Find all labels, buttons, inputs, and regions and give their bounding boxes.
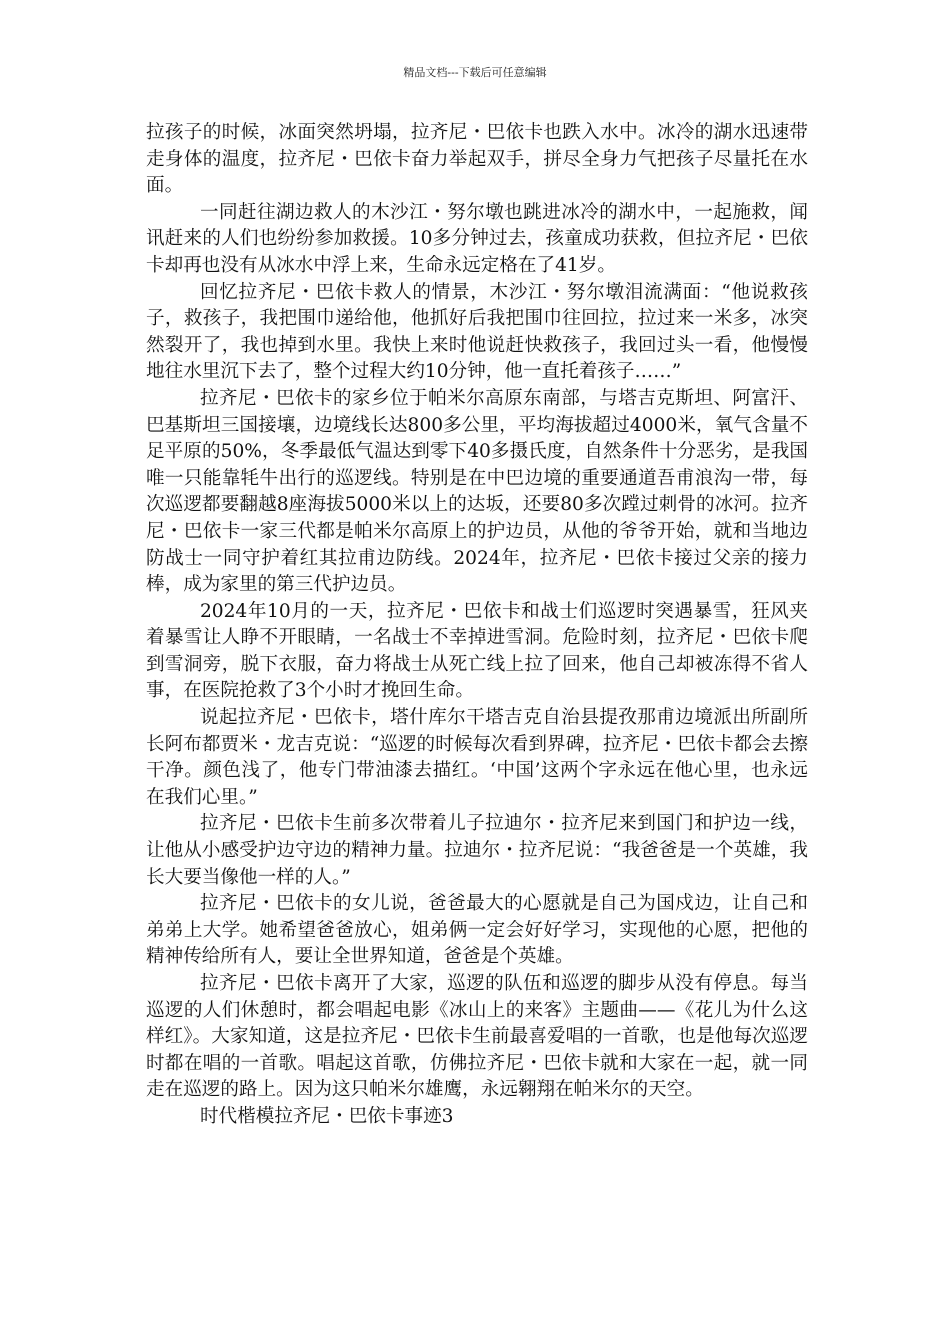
page-header: 精品文档---下载后可任意编辑 <box>403 66 547 79</box>
paragraph-continued: 拉孩子的时候，冰面突然坍塌，拉齐尼・巴依卡也跌入水中。冰冷的湖水迅速带走身体的温度，拉齐尼・巴依卡奋力举起双手，拼尽全身力气把孩子尽量托在水面。 <box>146 122 808 197</box>
paragraph: 2024年10月的一天，拉齐尼・巴依卡和战士们巡逻时突遇暴雪，狂风夹着暴雪让人睁不开眼睛，一名战士不幸掉进雪洞。危险时刻，拉齐尼・巴依卡爬到雪洞旁，脱下衣服，奋力将战士从死亡线上拉了回来，他自己却被冻得不省人事，在医院抢救了3个小时才挽回生命。 <box>146 600 808 702</box>
paragraph: 拉齐尼・巴依卡生前多次带着儿子拉迪尔・拉齐尼来到国门和护边一线，让他从小感受护边守边的精神力量。拉迪尔・拉齐尼说：“我爸爸是一个英雄，我长大要当像他一样的人。” <box>146 813 808 888</box>
paragraph: 一同赶往湖边救人的木沙江・努尔墩也跳进冰冷的湖水中，一起施救，闻讯赶来的人们也纷纷参加救援。10多分钟过去，孩童成功获救，但拉齐尼・巴依卡却再也没有从冰水中浮上来，生命永远定格在了41岁。 <box>146 201 808 276</box>
paragraph: 拉齐尼・巴依卡的女儿说，爸爸最大的心愿就是自己为国戍边，让自己和弟弟上大学。她希望爸爸放心，姐弟俩一定会好好学习，实现他的心愿，把他的精神传给所有人，要让全世界知道，爸爸是个英雄。 <box>146 893 808 968</box>
article-body <box>146 120 808 1131</box>
paragraph: 拉齐尼・巴依卡的家乡位于帕米尔高原东南部，与塔吉克斯坦、阿富汗、巴基斯坦三国接壤，边境线长达800多公里，平均海拔超过4000米，氧气含量不足平原的50%，冬季最低气温达到零下40多摄氏度，自然条件十分恶劣，是我国唯一只能靠牦牛出行的巡逻线。特别是在中巴边境的重要通道吾甫浪沟一带，每次巡逻都要翻越8座海拔5000米以上的达坂，还要80多次蹚过刺骨的冰河。拉齐尼・巴依卡一家三代都是帕米尔高原上的护边员，从他的爷爷开始，就和当地边防战士一同守护着红其拉甫边防线。2024年，拉齐尼・巴依卡接过父亲的接力棒，成为家里的第三代护边员。 <box>146 387 808 596</box>
paragraph: 拉齐尼・巴依卡离开了大家，巡逻的队伍和巡逻的脚步从没有停息。每当巡逻的人们休憩时，都会唱起电影《冰山上的来客》主题曲——《花儿为什么这样红》。大家知道，这是拉齐尼・巴依卡生前最喜爱唱的一首歌，也是他每次巡逻时都在唱的一首歌。唱起这首歌，仿佛拉齐尼・巴依卡就和大家在一起，就一同走在巡逻的路上。因为这只帕米尔雄鹰，永远翱翔在帕米尔的天空。 <box>146 973 808 1101</box>
paragraph: 说起拉齐尼・巴依卡，塔什库尔干塔吉克自治县提孜那甫边境派出所副所长阿布都贾米・龙吉克说：“巡逻的时候每次看到界碑，拉齐尼・巴依卡都会去擦干净。颜色浅了，他专门带油漆去描红。‘中国’这两个字永远在他心里，也永远在我们心里。” <box>146 707 808 808</box>
section-heading: 时代楷模拉齐尼・巴依卡事迹3 <box>199 1105 454 1127</box>
paragraph: 回忆拉齐尼・巴依卡救人的情景，木沙江・努尔墩泪流满面：“他说救孩子，救孩子，我把围巾递给他，他抓好后我把围巾往回拉，拉过来一米多，冰突然裂开了，我也掉到水里。我快上来时他说赶快救孩子，我回过头一看，他慢慢地往水里沉下去了，整个过程大约10分钟，他一直托着孩子……” <box>146 281 808 383</box>
